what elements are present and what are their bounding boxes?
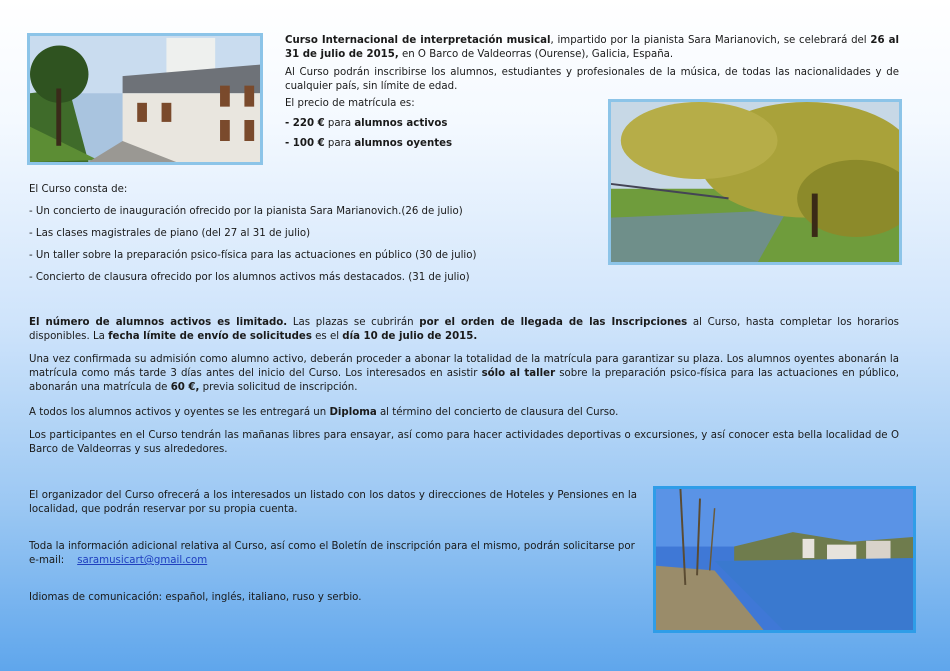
email-link[interactable]: saramusicart@gmail.com: [77, 555, 208, 566]
diploma-paragraph: A todos los alumnos activos y oyentes se les entregará un Diploma al término del concierto de clausura del Curso.: [29, 407, 619, 418]
intro-paragraph: Curso Internacional de interpretación musical, impartido por la pianista Sara Marianovich, se celebrará del 26 al 31 de julio de 2015, en O Barco de Valdeorras (Ourense), Galicia, España.: [285, 35, 899, 60]
eligibility-paragraph: Al Curso podrán inscribirse los alumnos, estudiantes y profesionales de la música, de todas las nacionalidades y de cualquier país, sin límite de edad.: [285, 67, 899, 92]
languages-paragraph: Idiomas de comunicación: español, inglés, italiano, ruso y serbio.: [29, 592, 362, 603]
program-item: - Un taller sobre la preparación psico-física para las actuaciones en público (30 de julio): [29, 250, 477, 261]
river-town-photo: [653, 486, 916, 633]
program-item: - Un concierto de inauguración ofrecido por la pianista Sara Marianovich.(26 de julio): [29, 206, 463, 217]
building-photo: [27, 33, 263, 165]
program-heading: El Curso consta de:: [29, 184, 128, 195]
course-title: Curso Internacional de interpretación musical: [285, 35, 551, 46]
price-listener: - 100 € para alumnos oyentes: [285, 138, 453, 149]
hotels-paragraph: El organizador del Curso ofrecerá a los interesados un listado con los datos y direcciones de Hoteles y Pensiones en la localidad, que podrán reservar por su propia cuenta.: [29, 490, 637, 515]
program-item: - Las clases magistrales de piano (del 27 al 31 de julio): [29, 228, 311, 239]
program-item: - Concierto de clausura ofrecido por los alumnos activos más destacados. (31 de julio): [29, 272, 470, 283]
contact-paragraph: Toda la información adicional relativa al Curso, así como el Boletín de inscripción para el mismo, podrán solicitarse por e-mail: saramusicart@gmail.com: [29, 541, 635, 566]
price-label: El precio de matrícula es:: [285, 98, 415, 109]
course-dates: 26 al 31 de julio de 2015,: [285, 35, 899, 60]
price-active: - 220 € para alumnos activos: [285, 118, 448, 129]
river-willow-photo: [608, 99, 902, 265]
enrollment-limit-paragraph: El número de alumnos activos es limitado. Las plazas se cubrirán por el orden de llegada de las Inscripciones al Curso, hasta completar los horarios disponibles. La fecha límite de envío de solicitudes es el día 10 de julio de 2015.: [29, 317, 899, 342]
free-time-paragraph: Los participantes en el Curso tendrán las mañanas libres para ensayar, así como para hacer actividades deportivas o excursiones, y así conocer esta bella localidad de O Barco de Valdeorras y sus alrededores.: [29, 430, 899, 455]
payment-paragraph: Una vez confirmada su admisión como alumno activo, deberán proceder a abonar la totalidad de la matrícula para garantizar su plaza. Los alumnos oyentes abonarán la matrícula como más tarde 3 días antes del inicio del Curso. Los interesados en asistir sólo al taller sobre la preparación psico-física para las actuaciones en público, abonarán una matrícula de 60 €, previa solicitud de inscripción.: [29, 354, 899, 393]
